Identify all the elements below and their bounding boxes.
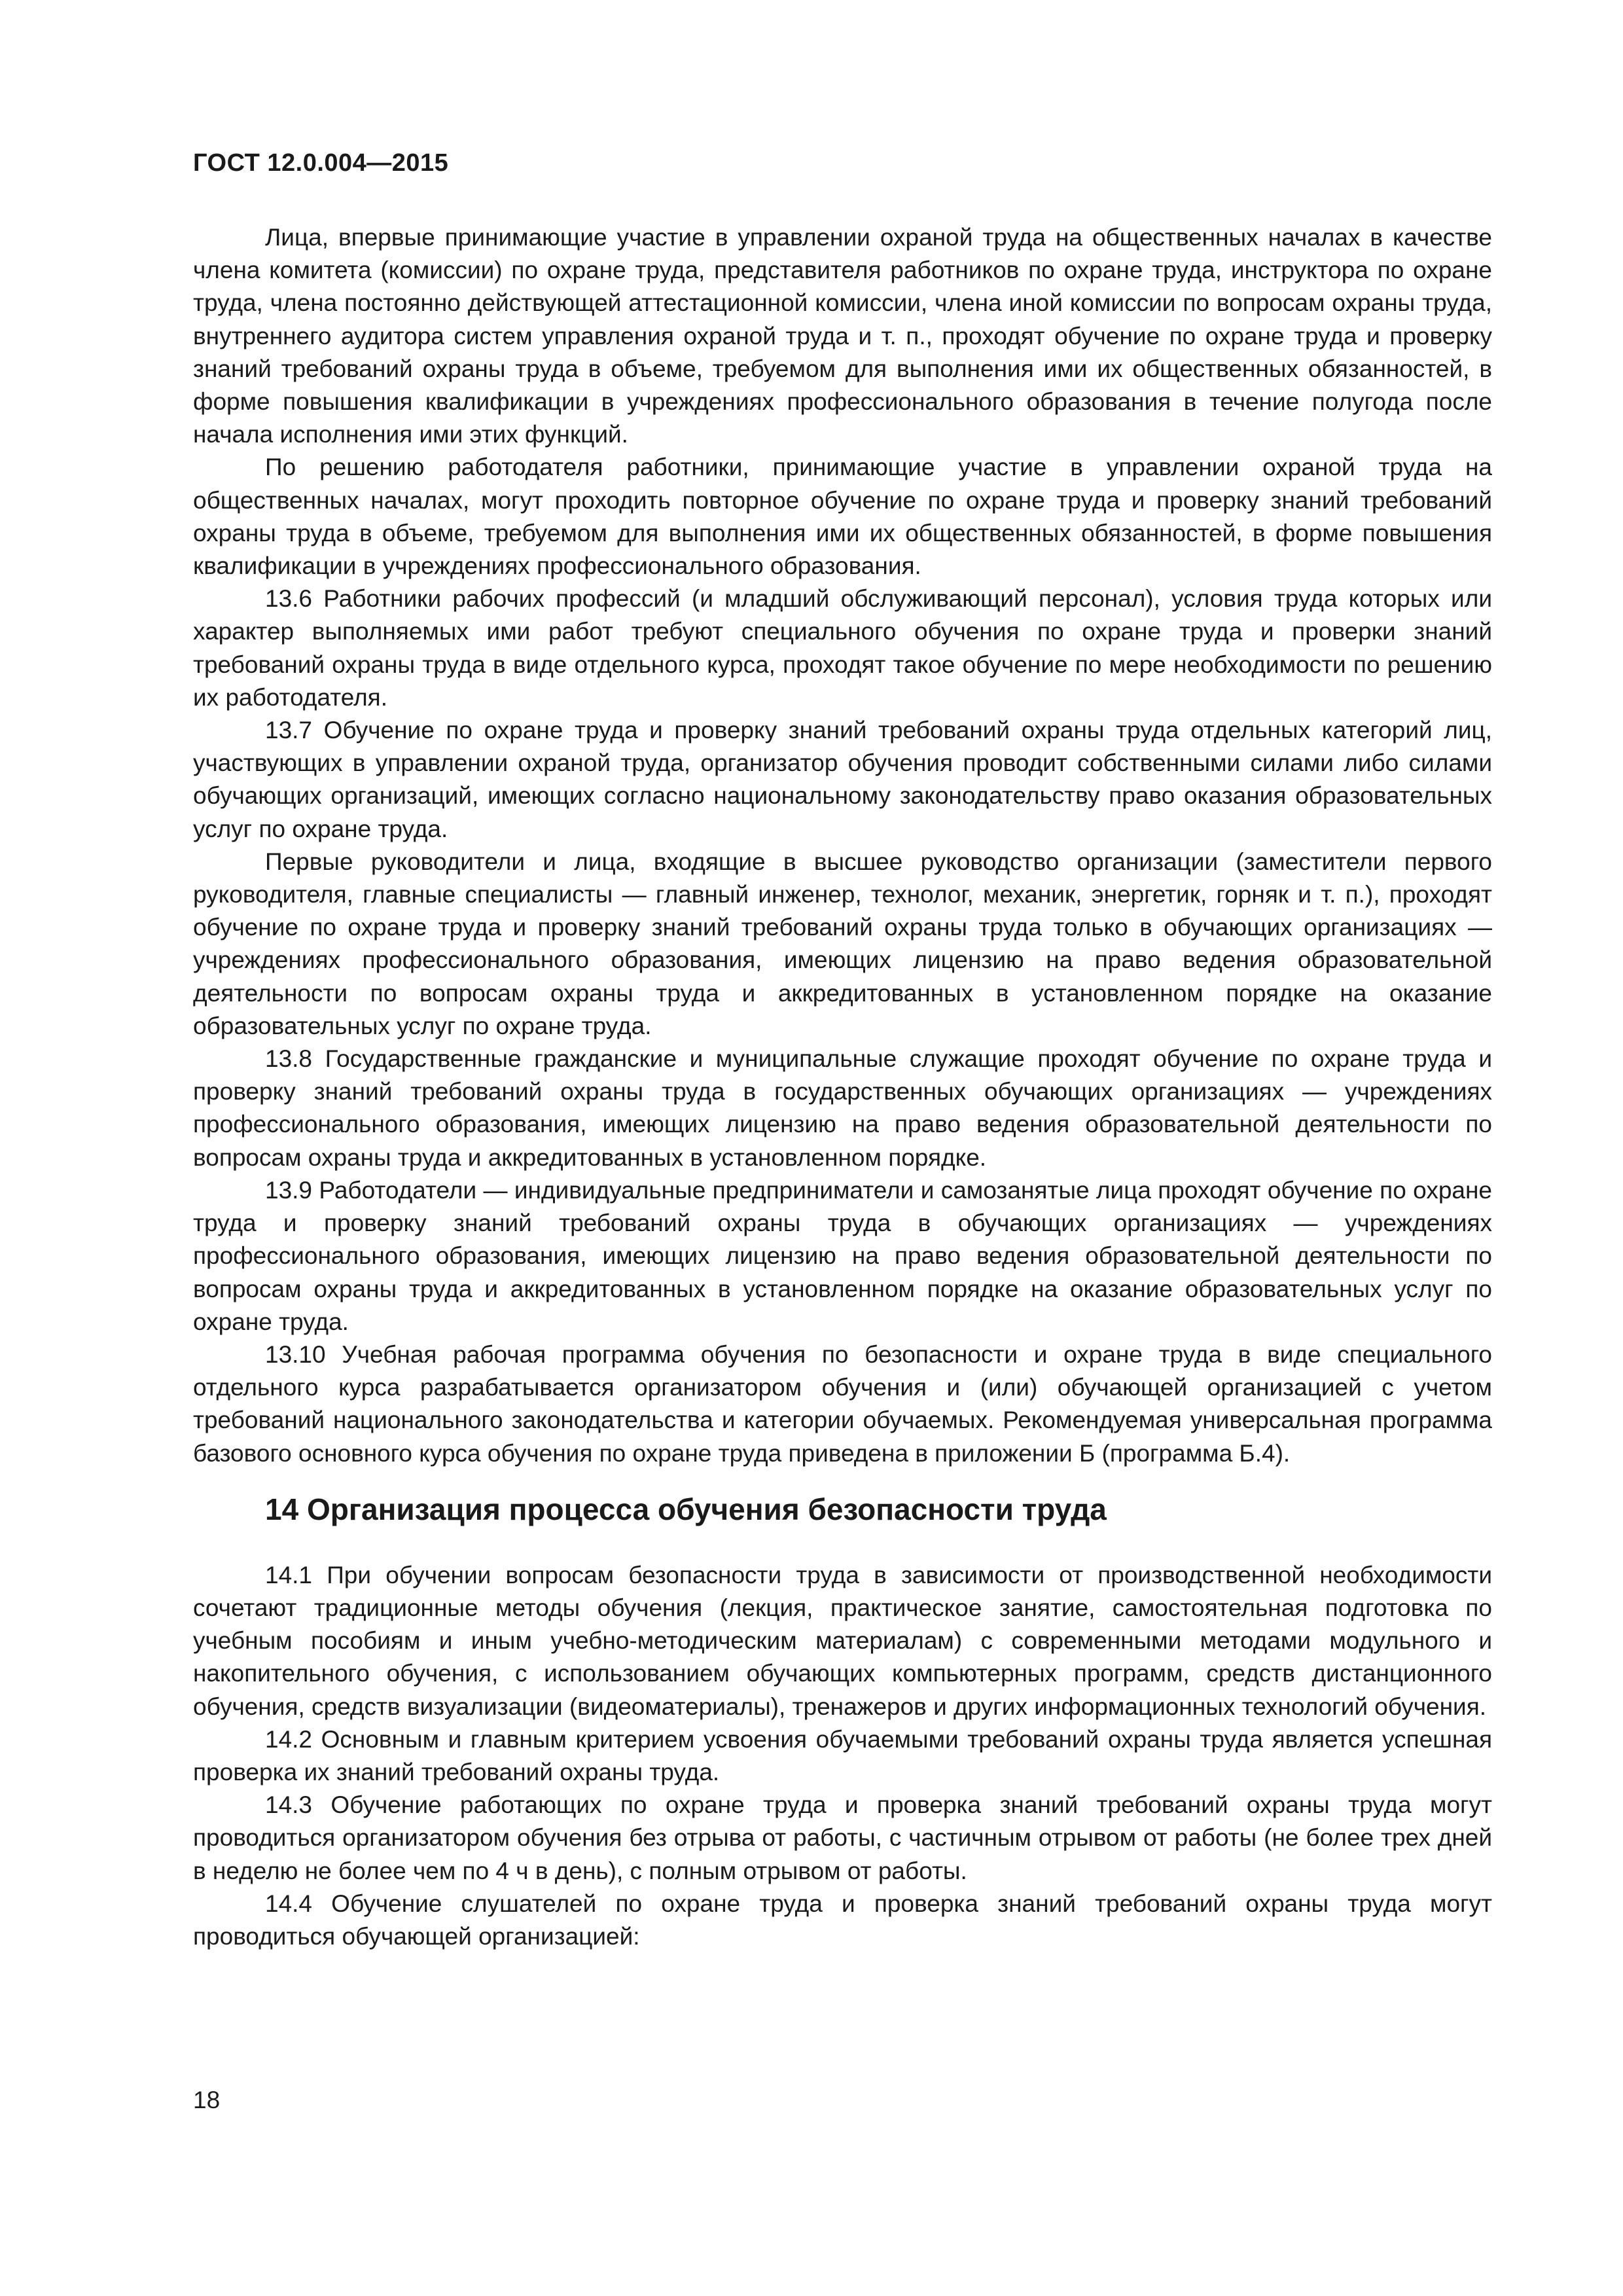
- paragraph-14-1: 14.1 При обучении вопросам безопасности труда в зависимости от производственной необходимости сочетают традиционные методы обучения (лекция, практическое занятие, самостоятельная подготовка по учебным пособиям и иным учебно-методическим материалам) с современными методами модульного и накопительного обучения, с использованием обучающих компьютерных программ, средств дистанционного обучения, средств визуализации (видеоматериалы), тренажеров и других информационных технологий обучения.: [193, 1561, 1492, 1720]
- paragraph-14-4: 14.4 Обучение слушателей по охране труда и проверка знаний требований охраны труда могут проводиться обучающей организацией:: [193, 1890, 1492, 1950]
- paragraph-13-8: 13.8 Государственные гражданские и муниципальные служащие проходят обучение по охране труда и проверку знаний требований охраны труда в государственных обучающих организациях — учреждениях профессионального образования, имеющих лицензию на право ведения образовательной деятельности по вопросам охраны труда и аккредитованных в установленном порядке.: [193, 1045, 1492, 1171]
- document-body: [193, 221, 1492, 1953]
- page-number: 18: [193, 2087, 221, 2113]
- paragraph-13-9: 13.9 Работодатели — индивидуальные предприниматели и самозанятые лица проходят обучение по охране труда и проверку знаний требований охраны труда в обучающих организациях — учреждениях профессионального образования, имеющих лицензию на право ведения образовательной деятельности по вопросам охраны труда и аккредитованных в установленном порядке на оказание образовательных услуг по охране труда.: [193, 1176, 1492, 1335]
- paragraph-14-3: 14.3 Обучение работающих по охране труда и проверка знаний требований охраны труда могут проводиться организатором обучения без отрыва от работы, с частичным отрывом от работы (не более трех дней в неделю не более чем по 4 ч в день), с полным отрывом от работы.: [193, 1791, 1492, 1884]
- paragraph-13-6: 13.6 Работники рабочих профессий (и младший обслуживающий персонал), условия труда которых или характер выполняемых ими работ требуют специального обучения по охране труда и проверки знаний требований охраны труда в виде отдельного курса, проходят такое обучение по мере необходимости по решению их работодателя.: [193, 585, 1492, 711]
- paragraph: Лица, впервые принимающие участие в управлении охраной труда на общественных началах в качестве члена комитета (комиссии) по охране труда, представителя работников по охране труда, инструктора по охране труда, члена постоянно действующей аттестационной комиссии, члена иной комиссии по вопросам охраны труда, внутреннего аудитора систем управления охраной труда и т. п., проходят обучение по охране труда и проверку знаний требований охраны труда в объеме, требуемом для выполнения ими их общественных обязанностей, в форме повышения квалификации в учреждениях профессионального образования в течение полугода после начала исполнения ими этих функций.: [193, 224, 1492, 448]
- paragraph-13-7: 13.7 Обучение по охране труда и проверку знаний требований охраны труда отдельных категорий лиц, участвующих в управлении охраной труда, организатор обучения проводит собственными силами либо силами обучающих организаций, имеющих согласно национальному законодательству право оказания образовательных услуг по охране труда.: [193, 717, 1492, 842]
- paragraph: По решению работодателя работники, принимающие участие в управлении охраной труда на общественных началах, могут проходить повторное обучение по охране труда и проверку знаний требований охраны труда в объеме, требуемом для выполнения ими их общественных обязанностей, в форме повышения квалификации в учреждениях профессионального образования.: [193, 454, 1492, 580]
- paragraph-14-2: 14.2 Основным и главным критерием усвоения обучаемыми требований охраны труда является успешная проверка их знаний требований охраны труда.: [193, 1725, 1492, 1785]
- standard-header: ГОСТ 12.0.004—2015: [193, 149, 449, 177]
- section-heading-14: 14 Организация процесса обучения безопасности труда: [265, 1492, 1107, 1526]
- paragraph: Первые руководители и лица, входящие в высшее руководство организации (заместители первого руководителя, главные специалисты — главный инженер, технолог, механик, энергетик, горняк и т. п.), проходят обучение по охране труда и проверку знаний требований охраны труда только в обучающих организациях — учреждениях профессионального образования, имеющих лицензию на право ведения образовательной деятельности по вопросам охраны труда и аккредитованных в установленном порядке на оказание образовательных услуг по охране труда.: [193, 848, 1492, 1039]
- paragraph-13-10: 13.10 Учебная рабочая программа обучения по безопасности и охране труда в виде специального отдельного курса разрабатывается организатором обучения и (или) обучающей организацией с учетом требований национального законодательства и категории обучаемых. Рекомендуемая универсальная программа базового основного курса обучения по охране труда приведена в приложении Б (программа Б.4).: [193, 1340, 1492, 1467]
